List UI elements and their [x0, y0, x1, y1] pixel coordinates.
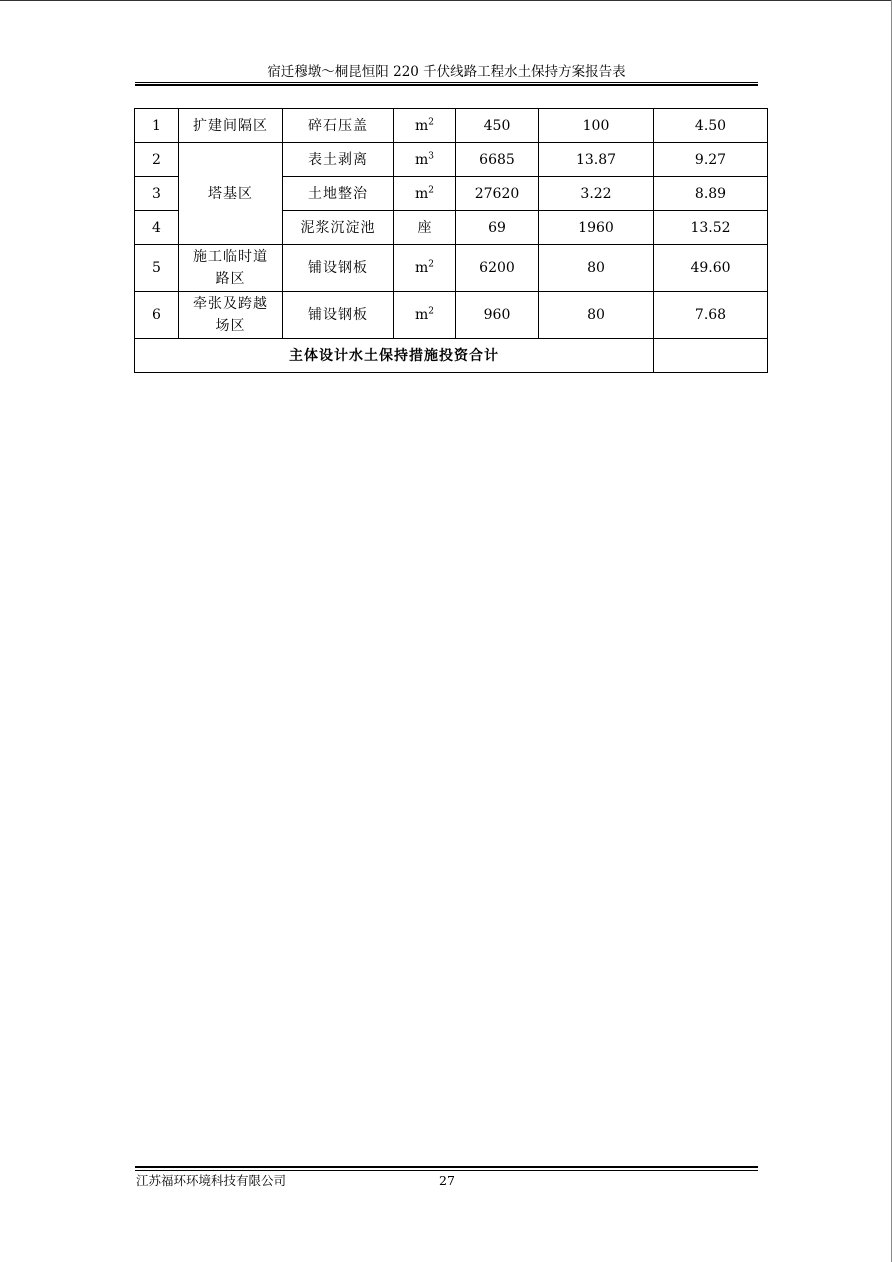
total-value: [654, 339, 768, 373]
row-number: 4: [135, 211, 179, 245]
area-line-2: 场区: [215, 318, 246, 334]
quantity-cell: 6200: [456, 245, 539, 292]
header-rule-thin: [135, 82, 758, 83]
table-row: [135, 143, 768, 177]
area-line-1: 施工临时道: [193, 249, 268, 265]
unit-base: m: [414, 117, 429, 134]
investment-cell: 4.50: [654, 109, 768, 143]
unit-superscript: 2: [428, 259, 434, 270]
unit-cell: [394, 292, 456, 339]
unit-cell: [394, 211, 456, 245]
unit-price-cell: 80: [539, 245, 654, 292]
area-cell: [179, 245, 283, 292]
unit-superscript: 2: [428, 184, 434, 195]
unit-cell: [394, 143, 456, 177]
unit-base: 座: [417, 219, 432, 236]
measure-cell: 铺设钢板: [283, 245, 394, 292]
investment-table: [134, 108, 768, 373]
area-cell: [179, 292, 283, 339]
footer-rule-thin: [135, 1170, 758, 1171]
area-line-1: 牵张及跨越: [193, 296, 268, 312]
row-number: 3: [135, 177, 179, 211]
measure-cell: 表土剥离: [283, 143, 394, 177]
investment-cell: 9.27: [654, 143, 768, 177]
unit-superscript: 3: [428, 150, 434, 161]
row-number: 2: [135, 143, 179, 177]
quantity-cell: 6685: [456, 143, 539, 177]
unit-cell: [394, 177, 456, 211]
unit-price-cell: 3.22: [539, 177, 654, 211]
table-row: [135, 245, 768, 292]
measure-cell: 泥浆沉淀池: [283, 211, 394, 245]
unit-superscript: 2: [428, 116, 434, 127]
table-row: [135, 292, 768, 339]
unit-base: m: [414, 307, 429, 323]
area-cell: 扩建间隔区: [179, 109, 283, 143]
footer-rule-thick: [135, 1166, 758, 1168]
row-number: 6: [135, 292, 179, 339]
page-top-border: [0, 0, 892, 1]
unit-base: m: [414, 260, 429, 276]
page-number: 27: [439, 1173, 455, 1188]
unit-superscript: 2: [428, 306, 434, 317]
quantity-cell: 27620: [456, 177, 539, 211]
unit-price-cell: 1960: [539, 211, 654, 245]
unit-price-cell: 80: [539, 292, 654, 339]
row-number: 5: [135, 245, 179, 292]
header-rule-thick: [135, 84, 758, 86]
page-header-title: 宿迁穆墩～桐昆恒阳 220 千伏线路工程水土保持方案报告表: [267, 64, 626, 80]
area-line-2: 路区: [215, 271, 246, 287]
measure-cell: 碎石压盖: [283, 109, 394, 143]
investment-cell: 13.52: [654, 211, 768, 245]
area-cell: 塔基区: [179, 143, 283, 245]
table-row: [135, 109, 768, 143]
measure-cell: 铺设钢板: [283, 292, 394, 339]
table-total-row: [135, 339, 768, 373]
investment-cell: 49.60: [654, 245, 768, 292]
unit-cell: [394, 245, 456, 292]
unit-cell: [394, 109, 456, 143]
total-label: 主体设计水土保持措施投资合计: [135, 339, 654, 373]
unit-price-cell: 13.87: [539, 143, 654, 177]
unit-price-cell: 100: [539, 109, 654, 143]
investment-cell: 7.68: [654, 292, 768, 339]
quantity-cell: 960: [456, 292, 539, 339]
unit-base: m: [414, 151, 429, 168]
quantity-cell: 69: [456, 211, 539, 245]
quantity-cell: 450: [456, 109, 539, 143]
investment-cell: 8.89: [654, 177, 768, 211]
measure-cell: 土地整治: [283, 177, 394, 211]
row-number: 1: [135, 109, 179, 143]
footer-company-name: 江苏福环环境科技有限公司: [136, 1173, 287, 1188]
unit-base: m: [414, 185, 429, 202]
